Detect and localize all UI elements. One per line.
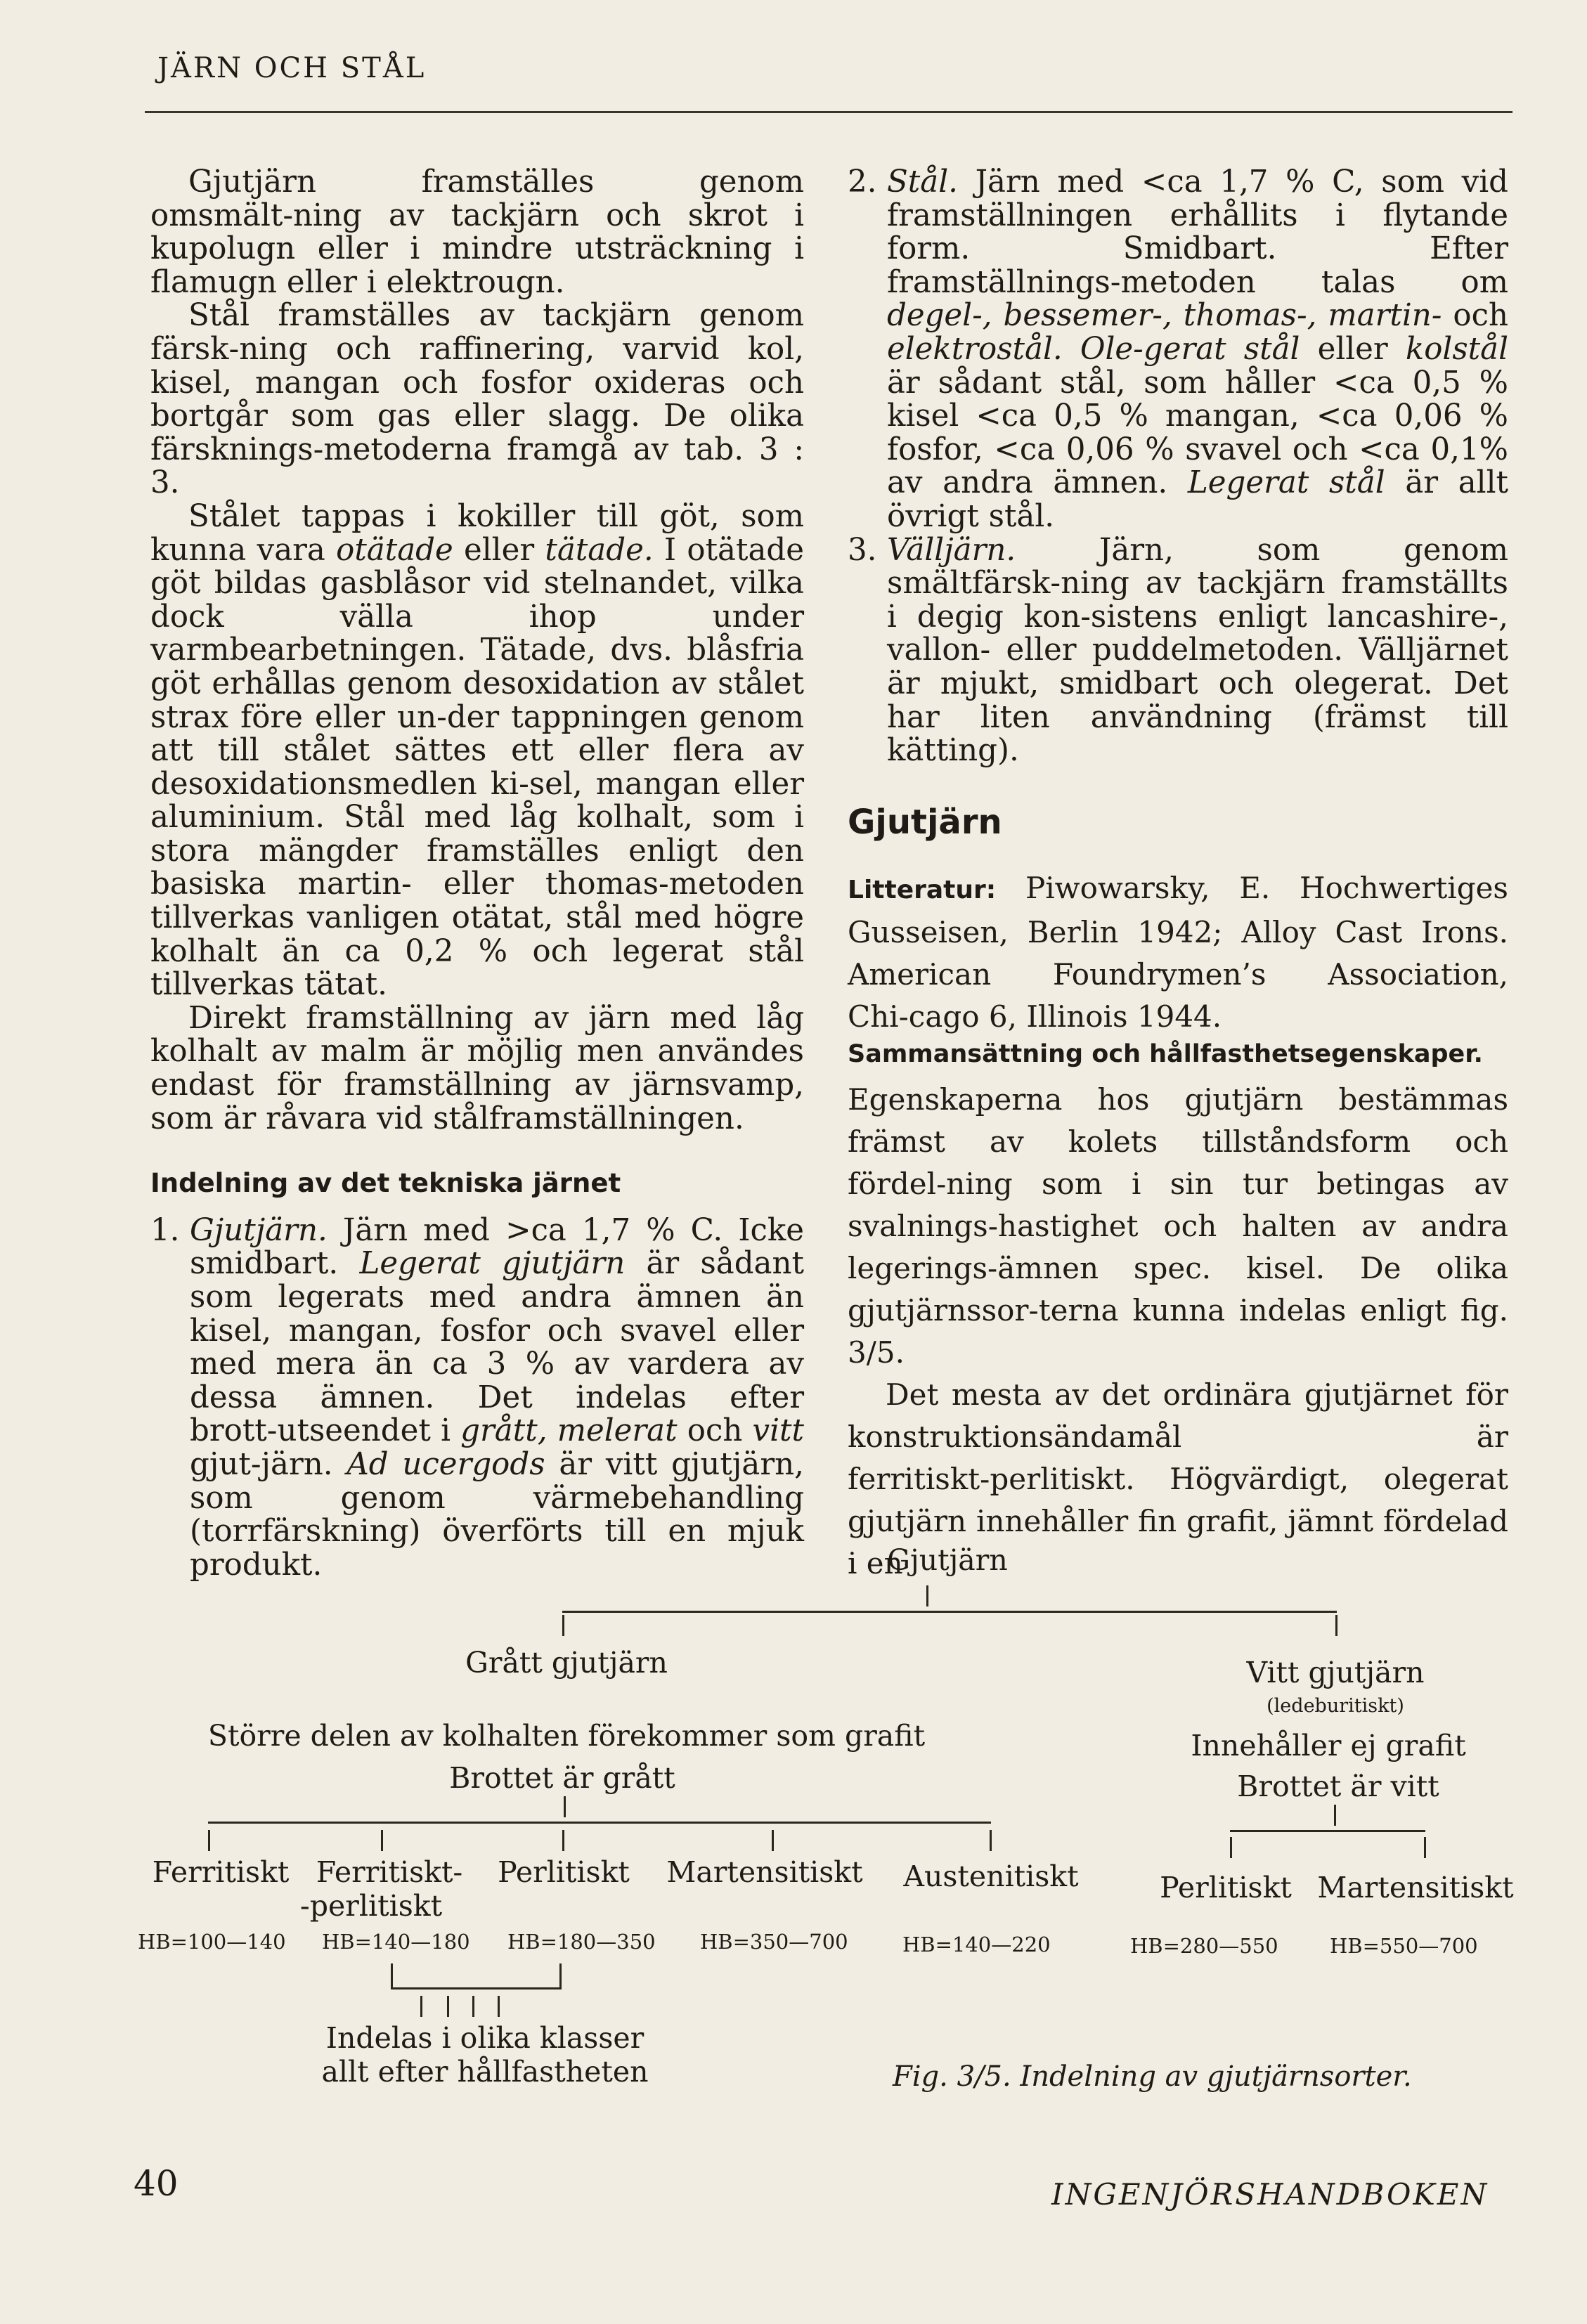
text: är vitt gjutjärn, som genom värmebehandling (torrfärskning) överförts till en mjuk produkt.	[190, 1446, 804, 1583]
hardness-range: HB=550—700	[1330, 1934, 1478, 1958]
type-label-ferritic: Ferritiskt	[152, 1855, 290, 1889]
connector-line	[562, 1830, 564, 1851]
connector-line	[391, 1963, 393, 1987]
type-label-white-martensitic: Martensitiskt	[1317, 1871, 1514, 1904]
connector-line	[420, 1996, 422, 2017]
type-label-pearlitic: Perlitiskt	[498, 1855, 630, 1889]
text: I otätade göt bildas gasblåsor vid stelnandet, vilka dock välla ihop under varmbearbetningen. Tätade, dvs. blåsfria göt erhållas genom desoxidation av stålet strax före eller un‑der tappningen genom att till stålet sättes ett eller flera av desoxidationsmedlen ki‑sel, mangan eller aluminium. Stål med låg kolhalt, som i stora mängder framställes enligt den basiska martin‑ eller thomas‑metoden tillverkas vanligen otätat, stål med högre kolhalt än ca 0,2 % och legerat stål tillverkas tätat.	[150, 532, 804, 1003]
connector-line	[381, 1830, 383, 1851]
type-label-martensitic: Martensitiskt	[666, 1855, 863, 1889]
emphasis: Välljärn.	[887, 532, 1016, 568]
text: gjut‑järn.	[190, 1446, 347, 1482]
text: Järn, som genom smältfärsk‑ning av tackjärn framställts i degig kon‑sistens enligt lancashire‑, vallon‑ eller puddelmetoden. Välljärnet är mjukt, smidbart och olegerat. Det har liten användning (främst till kätting).	[887, 532, 1508, 769]
footer-title: INGENJÖRSHANDBOKEN	[1051, 2177, 1489, 2212]
emphasis: kolstål	[1405, 331, 1508, 367]
connector-line	[208, 1830, 210, 1851]
connector-line	[772, 1830, 774, 1851]
type-label-ferritic-pearlitic-2: ‑perlitiskt	[299, 1889, 443, 1923]
emphasis: tätade.	[545, 532, 654, 568]
text: Stålet tappas i kokiller till göt, som kunna vara	[150, 498, 804, 568]
hardness-range: HB=350—700	[700, 1930, 848, 1954]
white-iron-title: Vitt gjutjärn	[1246, 1656, 1425, 1689]
emphasis: Legerat gjutjärn	[359, 1246, 626, 1282]
connector-line	[391, 1987, 562, 1989]
connector-line	[562, 1615, 564, 1636]
grey-iron-description: Större delen av kolhalten förekommer som grafit	[207, 1719, 926, 1753]
connector-line	[564, 1796, 566, 1817]
connector-line	[472, 1996, 474, 2017]
connector-line	[1230, 1837, 1232, 1858]
emphasis: otätade	[336, 532, 453, 568]
emphasis: elektrostål. Ole‑gerat stål	[887, 331, 1300, 367]
white-iron-fracture: Brottet är vitt	[1237, 1770, 1439, 1803]
emphasis: Stål.	[887, 164, 958, 200]
figure-caption: Fig. 3/5. Indelning av gjutjärnsorter.	[893, 2060, 1412, 2093]
emphasis: vitt	[752, 1413, 804, 1449]
hardness-range: HB=140—180	[322, 1930, 470, 1954]
hardness-range: HB=180—350	[507, 1930, 656, 1954]
connector-line	[990, 1830, 992, 1851]
section-title: Gjutjärn	[848, 802, 1002, 842]
paragraph: Gjutjärn framställes genom omsmält‑ning av tackjärn och skrot i kupolugn eller i mindre utsträckning i flamugn eller i elektrougn.	[150, 164, 804, 300]
emphasis: grått, melerat	[460, 1413, 678, 1449]
type-label-white-pearlitic: Perlitiskt	[1160, 1871, 1292, 1904]
text: är allt övrigt stål.	[887, 465, 1508, 534]
list-number: 1.	[150, 1212, 180, 1248]
text: eller	[453, 532, 545, 568]
running-header: JÄRN OCH STÅL	[157, 52, 427, 84]
emphasis: Legerat stål	[1187, 465, 1385, 501]
text: är sådant som legerats med andra ämnen än kisel, mangan, fosfor och svavel eller med mera än ca 3 % av vardera av dessa ämnen. Det indelas efter brott‑utseendet i	[190, 1246, 804, 1449]
emphasis: Ad ucergods	[346, 1446, 545, 1482]
paragraph: Det mesta av det ordinära gjutjärnet för konstruktionsändamål är ferritiskt‑perlitiskt. Högvärdigt, olegerat gjutjärn innehåller fin grafit, jämnt fördelad i en	[848, 1377, 1508, 1580]
white-iron-subtitle: (ledeburitiskt)	[1267, 1695, 1404, 1717]
connector-line	[208, 1822, 991, 1824]
list-number: 2.	[848, 164, 877, 200]
connector-line	[447, 1996, 449, 2017]
hardness-range: HB=140—220	[902, 1933, 1051, 1956]
classes-note-2: allt efter hållfastheten	[321, 2055, 649, 2089]
white-iron-description: Innehåller ej grafit	[1191, 1729, 1466, 1763]
paragraph: Stål framställes av tackjärn genom färsk‑ning och raffinering, varvid kol, kisel, mangan och fosfor oxideras och bortgår som gas eller slagg. De olika färsknings‑metoderna framgå av tab. 3 : 3.	[150, 298, 804, 501]
hardness-range: HB=100—140	[138, 1930, 286, 1954]
connector-line	[498, 1996, 500, 2017]
connector-line	[1424, 1837, 1426, 1858]
connector-line	[562, 1611, 1337, 1613]
text: är sådant stål, som håller <ca 0,5 % kisel <ca 0,5 % mangan, <ca 0,06 % fosfor, <ca 0,06 % svavel och <ca 0,1% av andra ämnen.	[887, 365, 1508, 501]
connector-line	[559, 1963, 562, 1987]
list-number: 3.	[848, 532, 877, 568]
emphasis: Gjutjärn.	[190, 1212, 328, 1248]
text: och	[677, 1413, 753, 1449]
subheading: Indelning av det tekniska järnet	[150, 1168, 621, 1199]
text: Piwowarsky, E. Hochwertiges Gusseisen, Berlin 1942; Alloy Cast Irons. American Foundrymen’s Association, Chi‑cago 6, Illinois 1944.	[848, 871, 1508, 1034]
text: Järn med <ca 1,7 % C, som vid framställningen erhållits i flytande form. Smidbart. Efter framställnings‑metoden talas om	[887, 164, 1508, 300]
text: och	[1442, 298, 1508, 334]
type-label-ferritic-pearlitic: Ferritiskt‑	[316, 1855, 463, 1889]
connector-line	[926, 1585, 928, 1606]
emphasis: degel‑, bessemer‑, thomas‑, martin‑	[887, 298, 1442, 334]
literature-label: Litteratur:	[848, 876, 997, 905]
diagram-root-label: Gjutjärn	[887, 1543, 1008, 1577]
type-label-austenitic: Austenitiskt	[903, 1859, 1079, 1893]
connector-line	[1334, 1805, 1336, 1826]
hardness-range: HB=280—550	[1130, 1934, 1278, 1958]
text: Järn med >ca 1,7 % C. Icke smidbart.	[190, 1212, 804, 1282]
subheading: Sammansättning och hållfasthetsegenskaper.	[848, 1040, 1483, 1069]
text: eller	[1300, 331, 1406, 367]
paragraph: Egenskaperna hos gjutjärn bestämmas främst av kolets tillståndsform och fördel‑ning som i sin tur betingas av svalnings‑hastighet och halten av andra legerings‑ämnen spec. kisel. De olika gjutjärnssor‑terna kunna indelas enligt fig. 3/5.	[848, 1082, 1508, 1370]
grey-iron-title: Grått gjutjärn	[465, 1646, 668, 1680]
grey-iron-fracture: Brottet är grått	[449, 1761, 675, 1795]
connector-line	[1230, 1830, 1425, 1832]
connector-line	[1335, 1615, 1337, 1636]
classes-note: Indelas i olika klasser	[325, 2021, 644, 2055]
paragraph: Direkt framställning av järn med låg kolhalt av malm är möjlig men användes endast för framställning av järnsvamp, som är råvara vid stålframställningen.	[150, 1000, 804, 1136]
page-number: 40	[134, 2163, 179, 2204]
